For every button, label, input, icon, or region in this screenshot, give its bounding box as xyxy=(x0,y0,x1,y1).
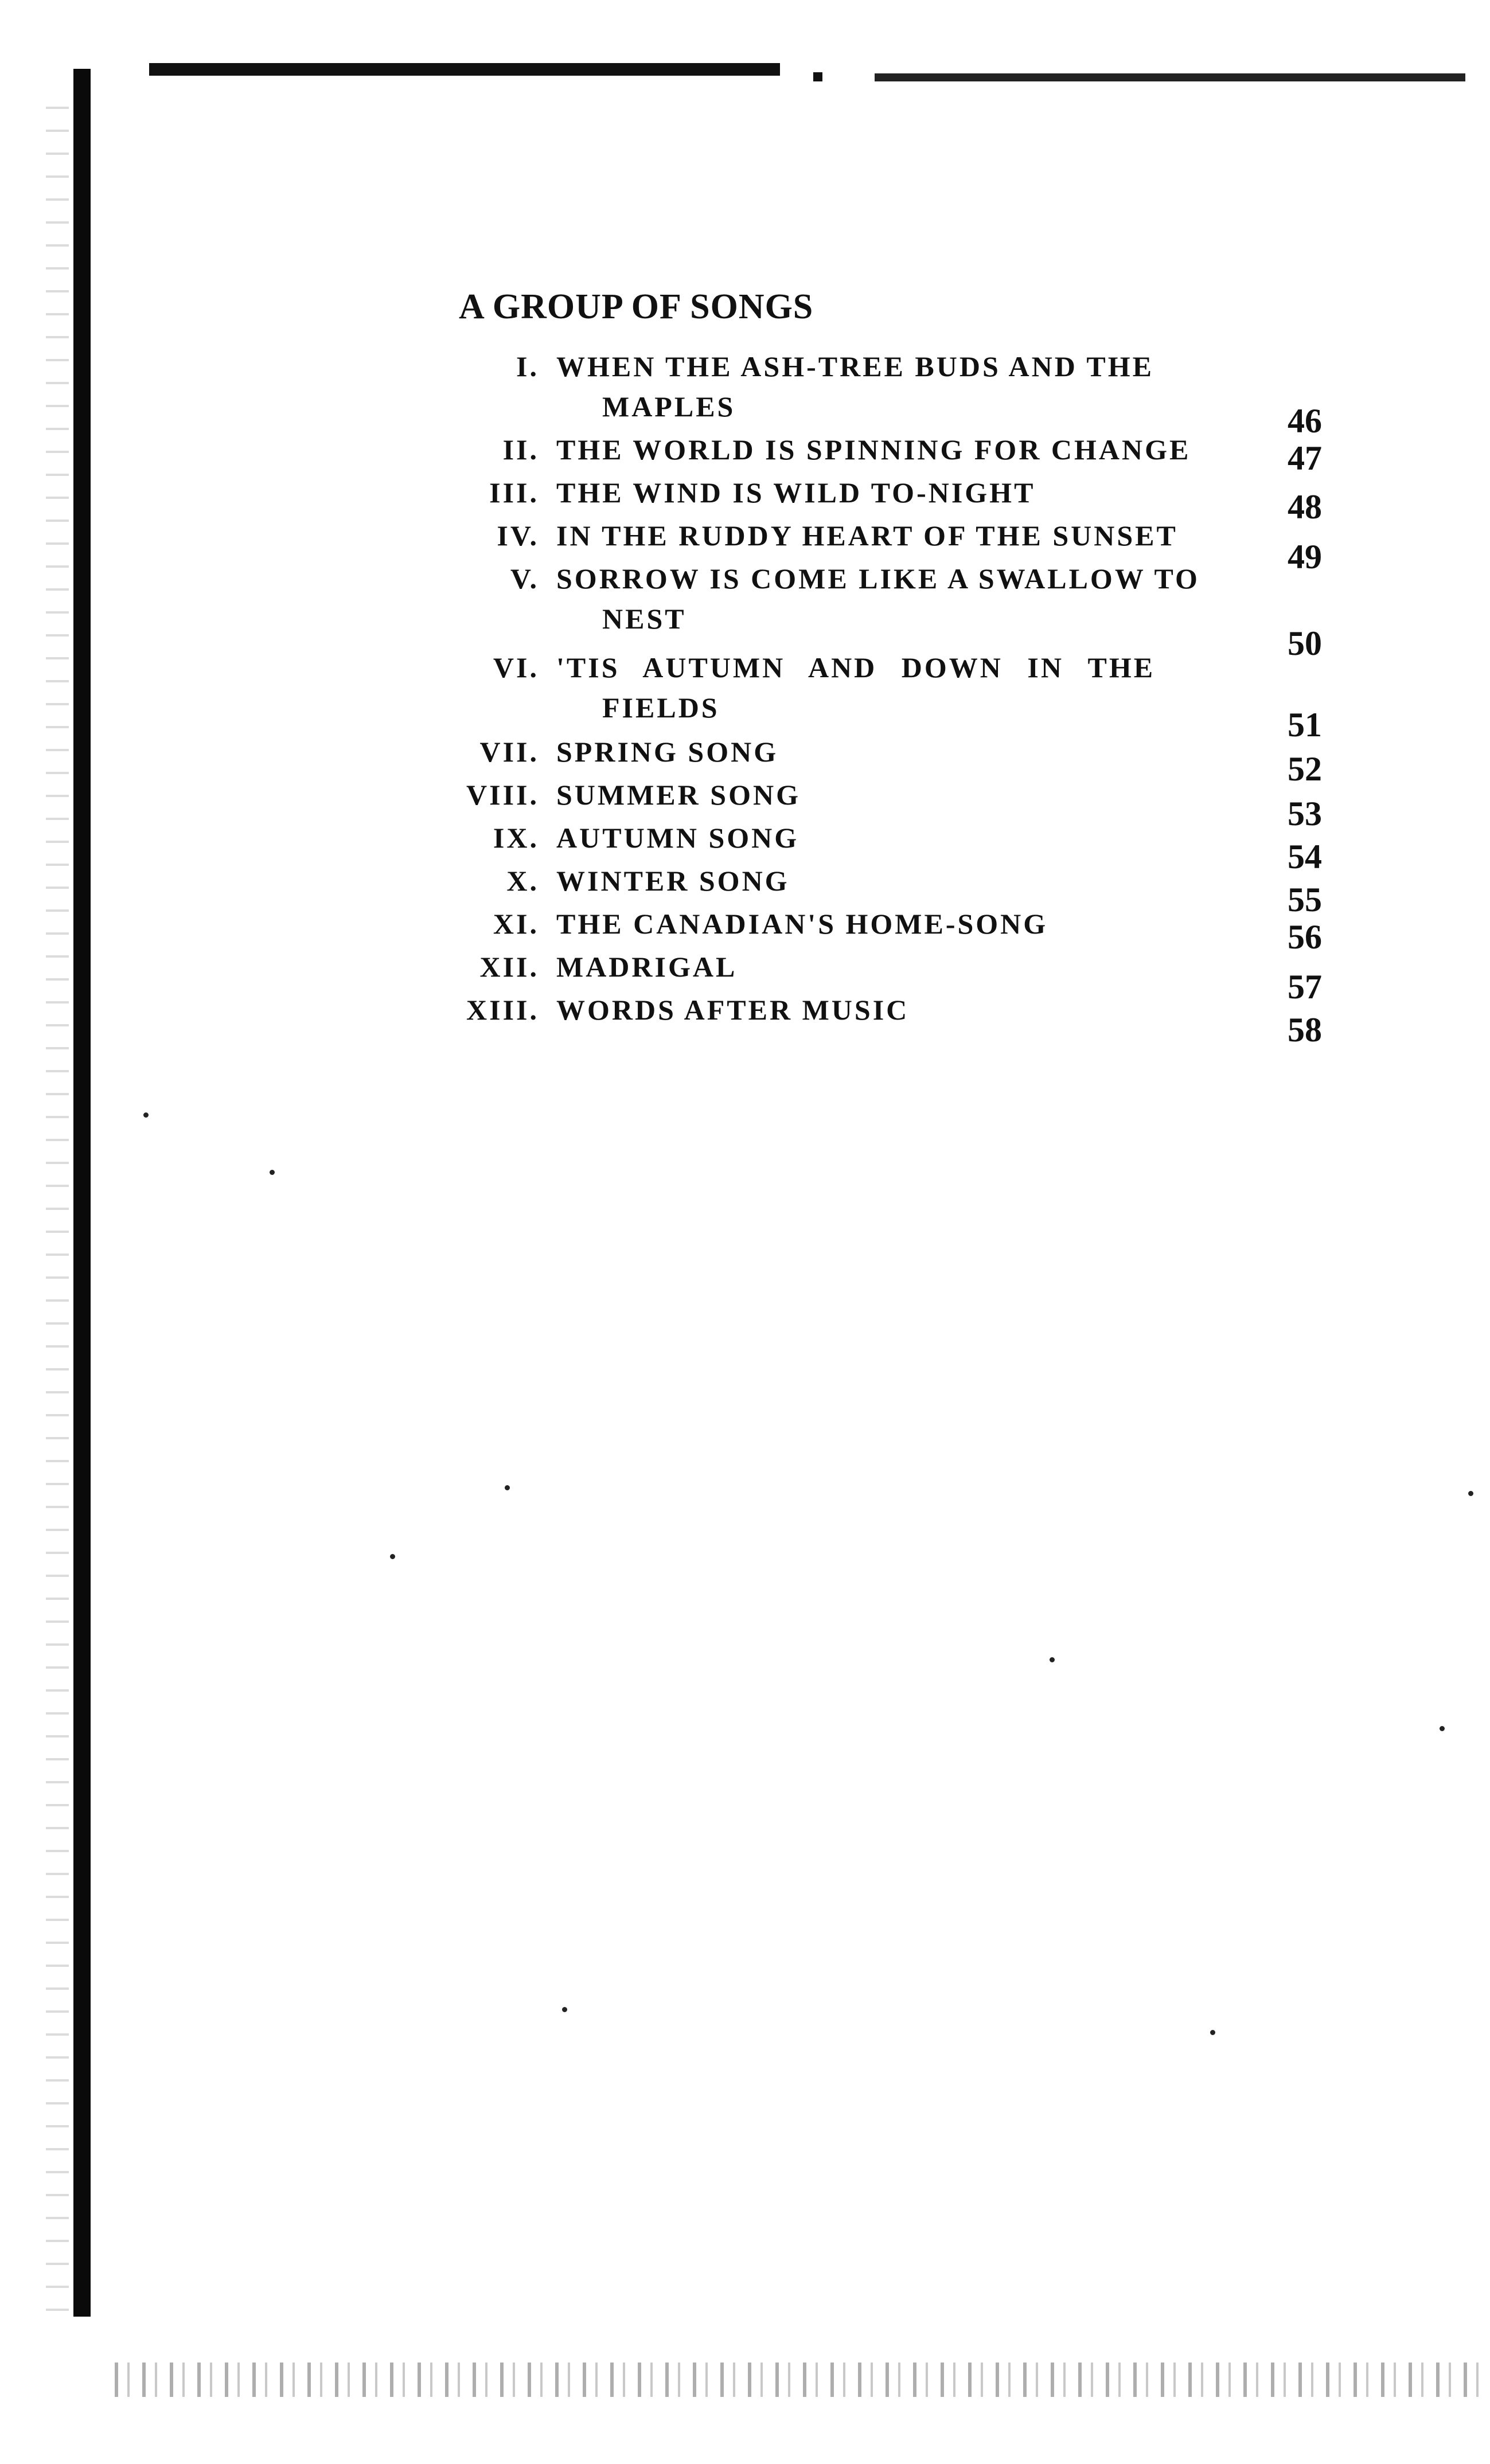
entry-title: WORDS AFTER MUSIC xyxy=(556,994,910,1026)
entry-title: WHEN THE ASH-TREE BUDS AND THE xyxy=(556,350,1154,382)
entry-title: WINTER SONG xyxy=(556,865,790,897)
entry-title: MADRIGAL xyxy=(556,951,738,983)
entry-page-number: 57 xyxy=(1288,968,1322,1006)
binding-edge-bar xyxy=(73,69,91,2317)
entry-title-continuation: NEST xyxy=(602,603,687,635)
entry-title: THE CANADIAN'S HOME-SONG xyxy=(556,908,1048,940)
entry-page-number: 48 xyxy=(1288,488,1322,526)
entry-page-number: 54 xyxy=(1288,838,1322,876)
scan-speck xyxy=(1468,1491,1473,1496)
scan-speck xyxy=(1440,1726,1445,1731)
scan-edge-speckle xyxy=(46,86,69,2322)
entry-page-number: 55 xyxy=(1288,881,1322,919)
entry-title-continuation: FIELDS xyxy=(602,692,720,724)
entry-title: IN THE RUDDY HEART OF THE SUNSET xyxy=(556,520,1178,552)
entry-numeral: VI. xyxy=(493,651,539,684)
entry-page-number: 49 xyxy=(1288,538,1322,576)
scan-speck xyxy=(1050,1657,1055,1662)
scan-speck xyxy=(390,1554,395,1559)
top-scan-rule-left xyxy=(149,63,780,76)
entry-page-number: 58 xyxy=(1288,1011,1322,1049)
top-scan-rule-right xyxy=(875,73,1465,81)
entry-numeral: II. xyxy=(502,434,539,466)
entry-numeral: I. xyxy=(516,350,539,382)
entry-page-number: 56 xyxy=(1288,918,1322,956)
entry-title: THE WIND IS WILD TO-NIGHT xyxy=(556,477,1036,509)
entry-page-number: 47 xyxy=(1288,439,1322,477)
entry-title: SPRING SONG xyxy=(556,736,779,768)
entry-numeral: IV. xyxy=(497,520,539,552)
entry-numeral: III. xyxy=(489,477,539,509)
scan-speck xyxy=(505,1485,510,1490)
entry-title: 'TIS AUTUMN AND DOWN IN THE xyxy=(556,651,1156,684)
entry-numeral: V. xyxy=(510,563,539,595)
entry-page-number: 46 xyxy=(1288,402,1322,440)
scan-speck xyxy=(270,1170,275,1175)
entry-page-number: 50 xyxy=(1288,624,1322,662)
section-title: A GROUP OF SONGS xyxy=(459,287,814,326)
entry-numeral: IX. xyxy=(493,822,539,854)
entry-numeral: VII. xyxy=(479,736,539,768)
bottom-scan-noise xyxy=(115,2363,1480,2397)
entry-title-continuation: MAPLES xyxy=(602,391,736,423)
entry-numeral: XIII. xyxy=(466,994,539,1026)
entry-page-number: 53 xyxy=(1288,795,1322,833)
entry-numeral: XI. xyxy=(493,908,539,940)
entry-title: SORROW IS COME LIKE A SWALLOW TO xyxy=(556,563,1200,595)
entry-numeral: XII. xyxy=(479,951,539,983)
scan-speck xyxy=(1210,2030,1215,2035)
entry-title: AUTUMN SONG xyxy=(556,822,799,854)
entry-page-number: 51 xyxy=(1288,706,1322,744)
entry-title: SUMMER SONG xyxy=(556,779,801,811)
scan-speck xyxy=(143,1112,149,1118)
entry-title: THE WORLD IS SPINNING FOR CHANGE xyxy=(556,434,1191,466)
entry-numeral: VIII. xyxy=(466,779,539,811)
entry-page-number: 52 xyxy=(1288,750,1322,788)
top-scan-mark xyxy=(813,72,822,81)
scan-speck xyxy=(562,2007,567,2012)
entry-numeral: X. xyxy=(506,865,539,897)
